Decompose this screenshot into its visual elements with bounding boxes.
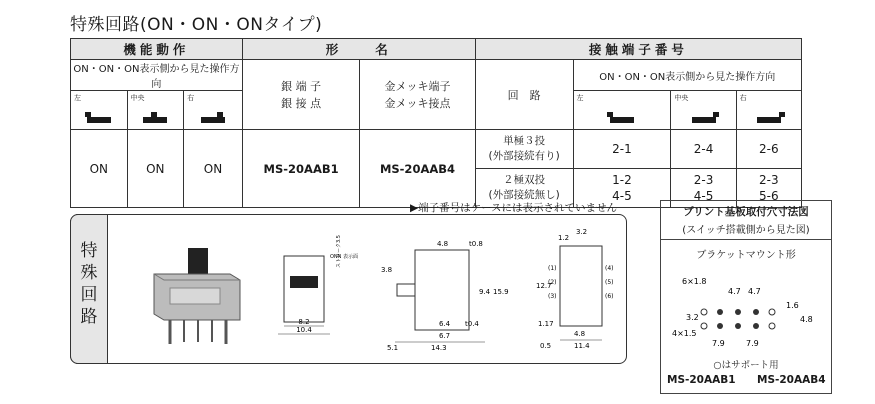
position-right	[184, 91, 243, 130]
pcb-model-2: MS-20AAB4	[757, 374, 826, 386]
slider-icon	[610, 117, 634, 123]
direction-label-2: ON・ON・ON表示側から見た操作方向	[573, 60, 801, 91]
dim-6-4: 6.4	[439, 320, 451, 328]
terminal-note: ▶端子番号はケースには表示されていません	[410, 202, 618, 214]
terminal-hole	[753, 309, 759, 315]
dim-7-9b: 7.9	[746, 339, 759, 348]
pcb-mount-type: ブラケットマウント形	[696, 250, 796, 261]
dim-3-2: 3.2	[576, 228, 588, 236]
dim-4-7: 4.7	[728, 287, 741, 296]
silver-column: 銀 端 子 銀 接 点	[242, 60, 359, 130]
dim-4-8b: 4.8	[574, 330, 586, 338]
dim-10-4: 10.4	[296, 326, 312, 334]
pcb-divider	[660, 239, 832, 240]
terminal-label: (1)	[548, 265, 557, 272]
terminal-hole	[735, 309, 741, 315]
dim-14-3: 14.3	[431, 344, 447, 352]
position-label: 左	[74, 94, 81, 102]
state-left: ON	[71, 130, 128, 208]
terminal-hole	[717, 323, 723, 329]
dim-15-9: 15.9	[493, 288, 509, 296]
dim-6-7: 6.7	[439, 332, 451, 340]
dim-3-8: 3.8	[381, 266, 393, 274]
support-hole	[701, 323, 707, 329]
pcb-model-1: MS-20AAB1	[667, 374, 736, 386]
slider-icon	[201, 117, 225, 123]
circuit-column: 回 路	[475, 60, 573, 130]
terminal-label: (3)	[548, 293, 557, 300]
hole-spec-1: 6×1.8	[682, 277, 707, 286]
support-hole	[701, 309, 707, 315]
direction-label: ON・ON・ON表示側から見た操作方向	[71, 60, 243, 91]
support-hole	[769, 309, 775, 315]
position-center-2	[671, 91, 736, 130]
terminal-right: 2-6	[736, 130, 801, 169]
circuit-name: 単極３投 (外部接続有り)	[475, 130, 573, 169]
dim-7-9: 7.9	[712, 339, 725, 348]
circuit-name: ２極双投 (外部接続無し)	[475, 169, 573, 208]
page-title: 特殊回路(ON・ON・ONタイプ)	[70, 15, 323, 35]
pcb-hole-drawing	[668, 270, 828, 354]
pcb-subtitle: (スイッチ搭載側から見た図)	[682, 225, 810, 236]
function-header: 機能動作	[71, 39, 243, 60]
dim-0-5: 0.5	[540, 342, 552, 350]
terminal-outline	[560, 246, 602, 326]
terminal-label: (2)	[548, 279, 557, 286]
spec-table	[70, 38, 802, 208]
front-lever	[290, 276, 318, 288]
position-label: 右	[739, 94, 747, 102]
terminal-left: 1-2 4-5	[573, 169, 671, 208]
slider-icon	[757, 117, 781, 123]
terminal-hole	[753, 323, 759, 329]
dim-4-8: 4.8	[800, 315, 813, 324]
dim-9-4: 9.4	[479, 288, 491, 296]
hole-spec-2: 4×1.5	[672, 329, 697, 338]
dim-t0-4: t0.4	[465, 320, 479, 328]
dim-4-7b: 4.7	[748, 287, 761, 296]
dim-1-6: 1.6	[786, 301, 799, 310]
lever	[188, 248, 208, 276]
dim-3-2: 3.2	[686, 313, 699, 322]
pcb-title: プリント基板取付穴寸法図	[683, 206, 809, 218]
slider-icon	[87, 117, 111, 123]
front-outline	[284, 256, 324, 322]
terminal-right: 2-3 5-6	[736, 169, 801, 208]
side-lever	[397, 284, 415, 296]
position-label: 右	[187, 94, 195, 102]
terminal-center: 2-3 4-5	[671, 169, 736, 208]
dim-11-4: 11.4	[574, 342, 590, 350]
terminal-hole	[717, 309, 723, 315]
dim-12-7: 12.7	[536, 282, 552, 290]
dim-t0-8: t0.8	[469, 240, 483, 248]
terminal-view-drawing	[530, 226, 625, 356]
slider-icon	[143, 117, 167, 123]
panel-vertical-title: 特 殊 回 路	[80, 241, 98, 327]
position-label: 中央	[130, 94, 145, 102]
dim-1-2: 1.2	[558, 234, 570, 242]
model-silver: MS-20AAB1	[242, 130, 359, 208]
dim-4-8: 4.8	[437, 240, 449, 248]
state-center: ON	[127, 130, 184, 208]
indicator-label: ONN 表示面	[330, 254, 359, 260]
terminal-label: (6)	[605, 293, 614, 300]
slider-icon	[692, 117, 716, 123]
terminal-label: (5)	[605, 279, 614, 286]
support-note: ○はサポート用	[713, 360, 779, 371]
terminal-center: 2-4	[671, 130, 736, 169]
position-left	[71, 91, 128, 130]
stroke-label: ストローク3.5	[336, 235, 342, 268]
position-label: 中央	[674, 94, 689, 102]
dim-5-1: 5.1	[387, 344, 399, 352]
state-right: ON	[184, 130, 243, 208]
switch-photo	[140, 240, 250, 350]
support-hole	[769, 323, 775, 329]
model-header: 形 名	[242, 39, 475, 60]
side-outline	[415, 250, 469, 330]
position-center	[127, 91, 184, 130]
position-label: 左	[576, 94, 584, 102]
model-gold: MS-20AAB4	[360, 130, 475, 208]
terminal-header: 接触端子番号	[475, 39, 801, 60]
front-view-drawing	[270, 228, 360, 348]
position-right-2	[736, 91, 801, 130]
position-left-2	[573, 91, 671, 130]
label-plate	[170, 288, 220, 304]
side-view-drawing	[375, 232, 515, 357]
terminal-left: 2-1	[573, 130, 671, 169]
dim-1-17: 1.17	[538, 320, 554, 328]
terminal-label: (4)	[605, 265, 614, 272]
dim-8-2: 8.2	[298, 318, 310, 326]
gold-column: 金メッキ端子 金メッキ接点	[360, 60, 475, 130]
terminal-hole	[735, 323, 741, 329]
